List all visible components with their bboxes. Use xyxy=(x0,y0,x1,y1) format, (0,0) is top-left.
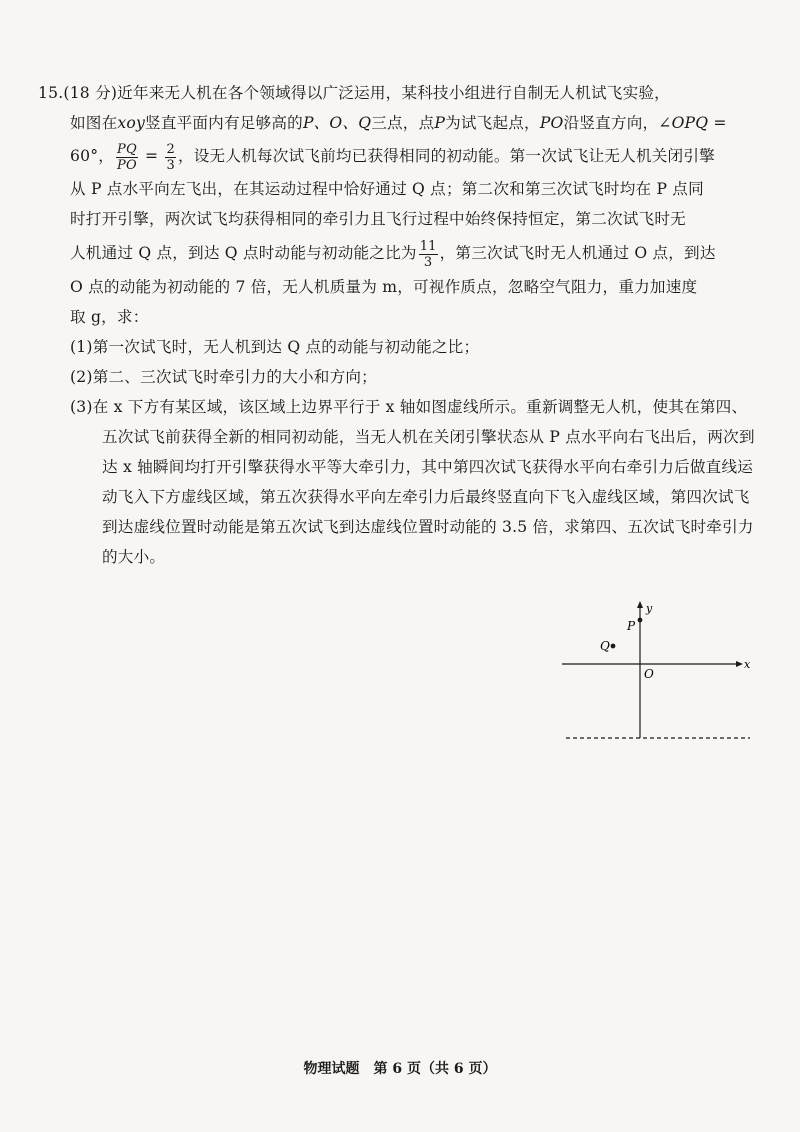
question-text: 近年来无人机在各个领域得以广泛运用，某科技小组进行自制无人机试飞实验， xyxy=(117,84,670,102)
fraction-denominator: PO xyxy=(117,157,137,173)
math-angle-value: 60°， xyxy=(70,147,115,165)
question-line-5: 时打开引擎，两次试飞均获得相同的牵引力且飞行过程中始终保持恒定，第二次试飞时无 xyxy=(70,210,686,228)
math-point-p: P xyxy=(434,114,446,132)
math-points: P、O、Q xyxy=(302,114,372,132)
text: 人机通过 Q 点，到达 Q 点时动能与初动能之比为 xyxy=(70,244,417,262)
sub-question-1: (1)第一次试飞时，无人机到达 Q 点的动能与初动能之比； xyxy=(70,338,480,356)
text: ，第三次试飞时无人机通过 O 点，到达 xyxy=(439,244,716,262)
text: 竖直平面内有足够高的 xyxy=(144,114,303,132)
fraction-numerator: PQ xyxy=(117,141,137,157)
point-p xyxy=(638,618,643,623)
question-15 xyxy=(38,78,756,572)
question-line-6 xyxy=(38,234,756,272)
fraction-numerator: 2 xyxy=(166,141,175,157)
y-axis-arrow xyxy=(637,601,643,608)
page-footer: 物理试题 第 6 页（共 6 页） xyxy=(303,1061,497,1077)
label-p: P xyxy=(627,619,636,633)
question-line-2 xyxy=(38,108,756,138)
fraction-numerator: 11 xyxy=(419,238,437,254)
question-number: 15. xyxy=(38,84,64,102)
label-o: O xyxy=(644,667,654,681)
label-x: x xyxy=(744,658,751,671)
text: 如图在 xyxy=(70,114,118,132)
fraction-pq-po xyxy=(116,142,138,173)
label-q: Q xyxy=(600,639,610,653)
question-line-4: 从 P 点水平向左飞出，在其运动过程中恰好通过 Q 点；第二次和第三次试飞时均在 P 点同 xyxy=(70,180,704,198)
sub-question-2: (2)第二、三次试飞时牵引力的大小和方向； xyxy=(70,368,377,386)
x-axis-arrow xyxy=(736,661,743,667)
fraction-11-3 xyxy=(419,239,438,270)
text: 三点，点 xyxy=(371,114,435,132)
math-segment-po: PO xyxy=(539,114,564,132)
question-line-8: 取 g，求： xyxy=(70,308,149,326)
fraction-2-3 xyxy=(165,142,175,173)
math-angle: OPQ xyxy=(671,114,709,132)
label-y: y xyxy=(646,602,653,615)
question-points: (18 分) xyxy=(63,84,118,102)
math-plane: xoy xyxy=(117,114,145,132)
sub-question-3: (3)在 x 下方有某区域，该区域上边界平行于 x 轴如图虚线所示。重新调整无人机，使其在第四、五次试飞前获得全新的相同初动能，当无人机在关闭引擎状态从 P 点水平向右飞出后，两次到达 x 轴瞬间均打开引擎获得水平等大牵引力，其中第四次试飞获得水平向右牵引力后做直线运动飞入下方虚线区域，第五次获得水平向左牵引力后最终竖直向下飞入虚线区域，第四次试飞到达虚线位置时动能是第五次试飞到达虚线位置时动能的 3.5 倍，求第四、五次试飞时牵引力的大小。 xyxy=(70,398,755,566)
question-line-1 xyxy=(38,78,756,108)
fraction-denominator: 3 xyxy=(166,157,175,173)
question-line-3 xyxy=(38,138,756,174)
point-q xyxy=(611,644,616,649)
text: 为试飞起点， xyxy=(445,114,540,132)
equals: = xyxy=(139,147,164,165)
text: = xyxy=(708,114,727,132)
text: ，设无人机每次试飞前均已获得相同的初动能。第一次试飞让无人机关闭引擎 xyxy=(177,147,715,165)
fraction-denominator: 3 xyxy=(423,254,433,270)
question-line-7: O 点的动能为初动能的 7 倍，无人机质量为 m，可视作质点，忽略空气阻力，重力加速度 xyxy=(70,278,698,296)
text: 沿竖直方向，∠ xyxy=(563,114,672,132)
coordinate-figure xyxy=(560,598,760,748)
